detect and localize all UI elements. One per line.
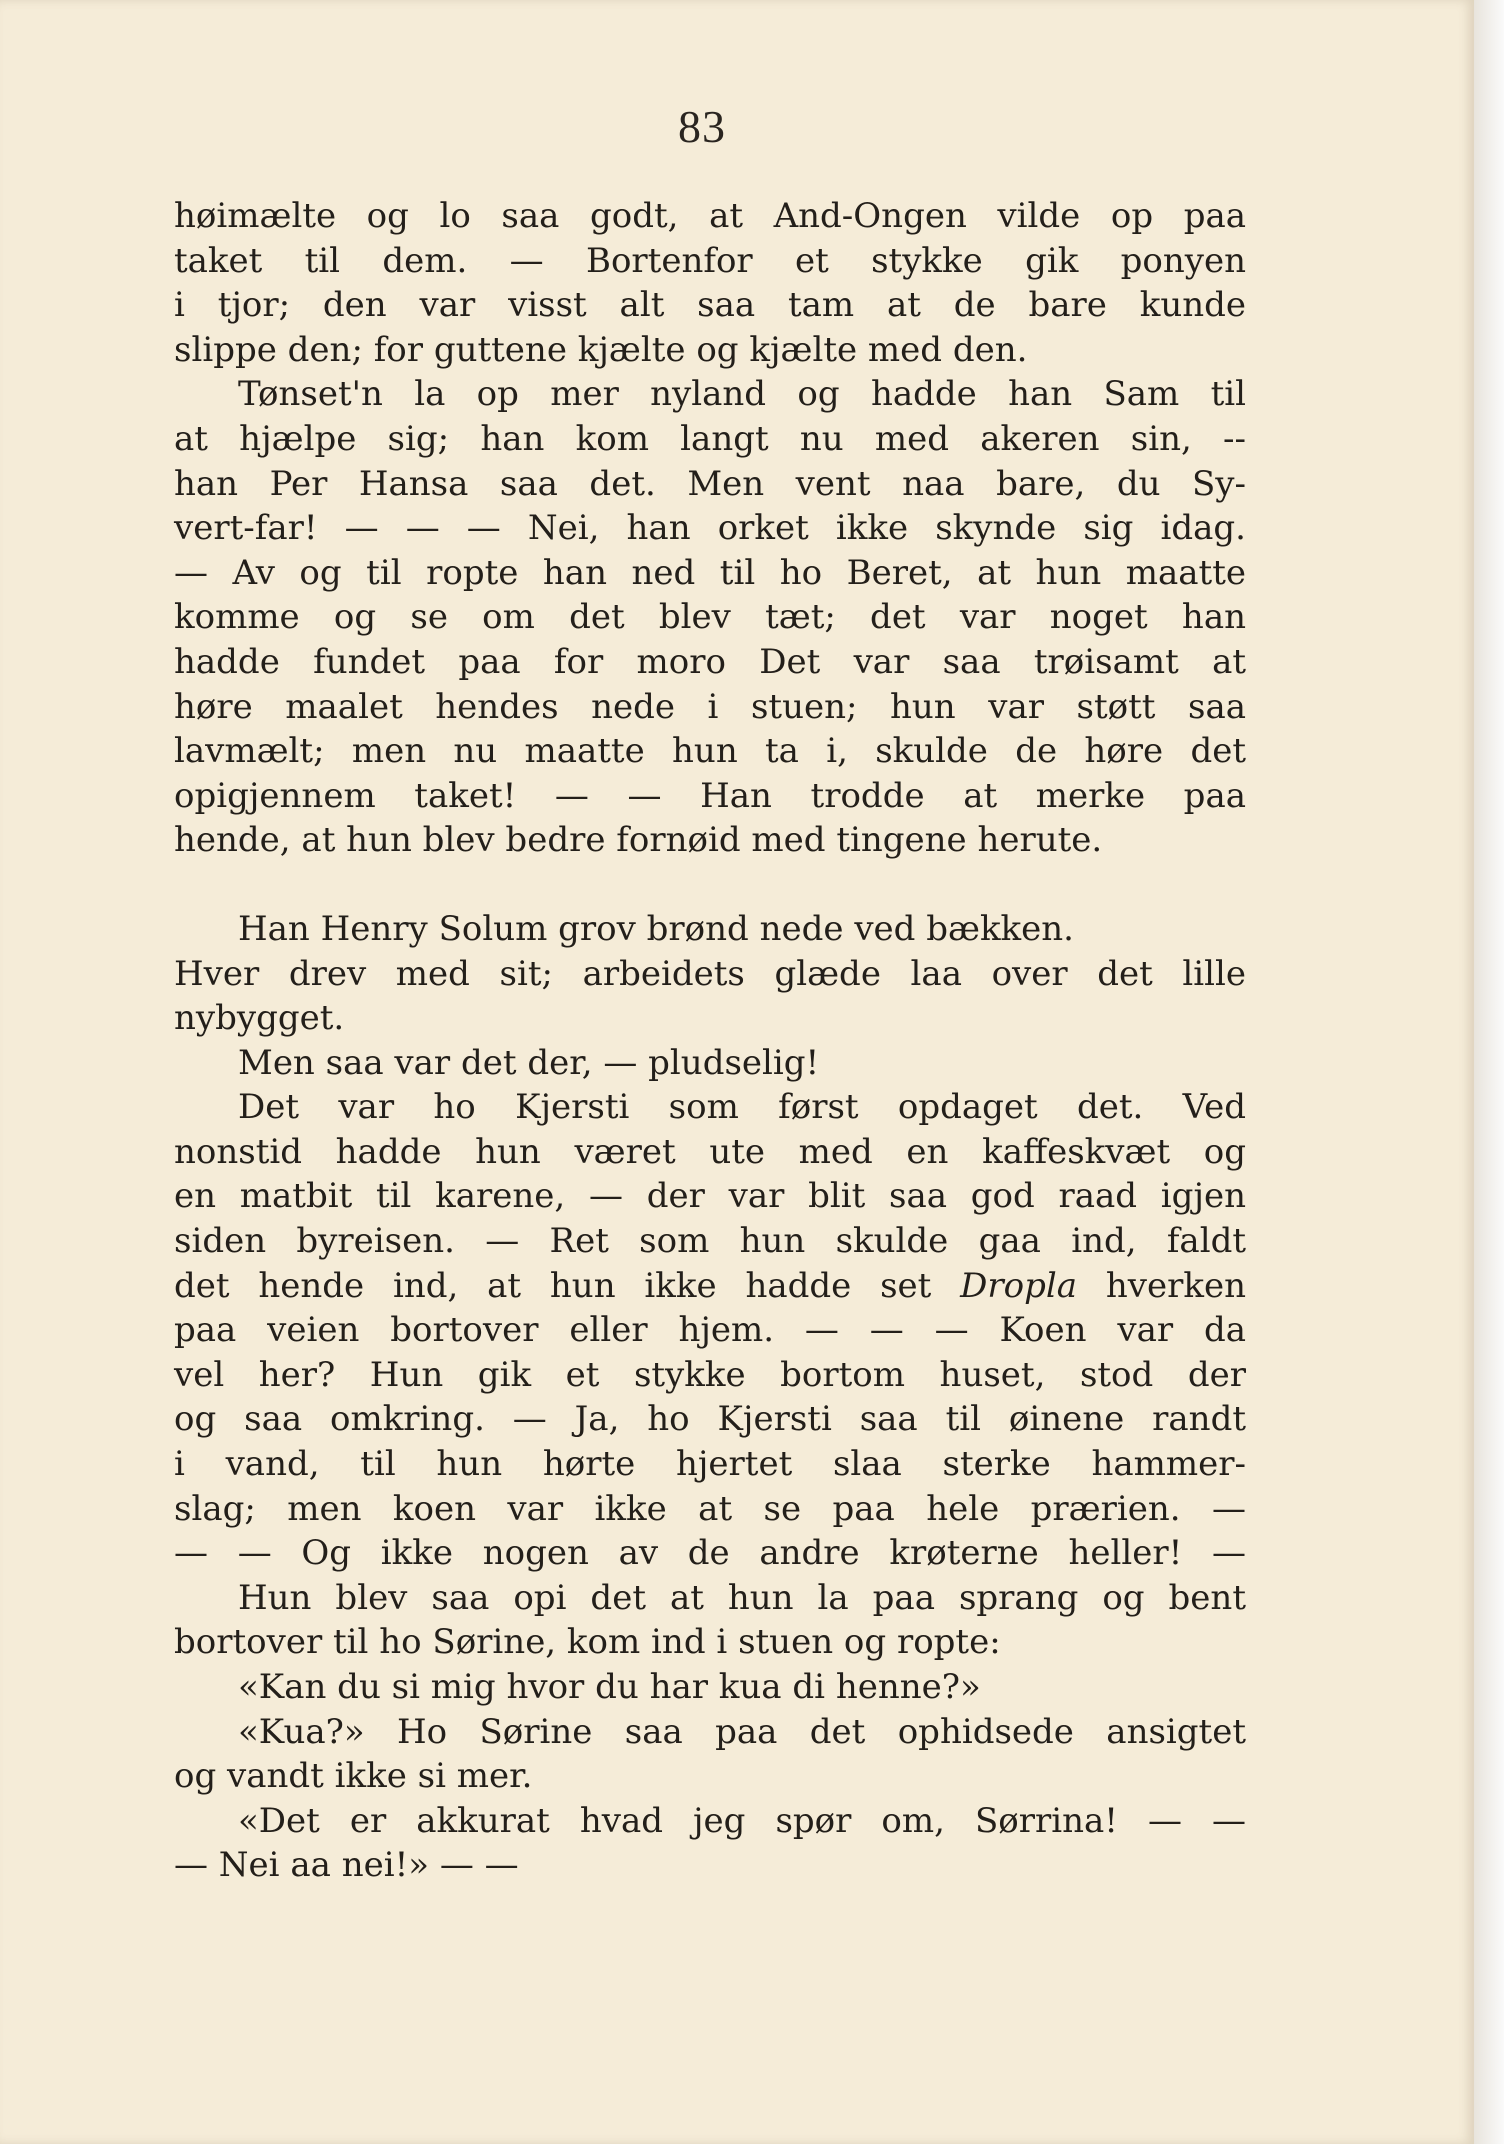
text-line: — — Og ikke nogen av de andre krøterne heller! —	[174, 1533, 1246, 1574]
text-line: lavmælt; men nu maatte hun ta i, skulde de høre det	[174, 731, 1246, 772]
text-line: paa veien bortover eller hjem. — — — Koen var da	[174, 1310, 1246, 1351]
text-line-with-italic	[174, 1264, 1246, 1309]
text-line: taket til dem. — Bortenfor et stykke gik ponyen	[174, 240, 1246, 281]
text-line: Hun blev saa opi det at hun la paa sprang og bent	[238, 1577, 1246, 1618]
text-line: og vandt ikke si mer.	[174, 1756, 533, 1797]
text-line: en matbit til karene, — der var blit saa god raad igjen	[174, 1176, 1246, 1217]
text-line: Tønset'n la op mer nyland og hadde han Sam til	[238, 374, 1246, 415]
paragraph	[174, 1085, 1246, 1576]
text-body	[174, 194, 1246, 1888]
paragraph	[174, 907, 1246, 1041]
text-line: siden byreisen. — Ret som hun skulde gaa ind, faldt	[174, 1221, 1246, 1262]
text-run: det hende ind, at hun ikke hadde set	[174, 1265, 961, 1306]
text-line: høre maalet hendes nede i stuen; hun var støtt saa	[174, 686, 1246, 727]
page-number: 83	[678, 101, 726, 152]
text-line: Men saa var det der, — pludselig!	[238, 1042, 820, 1083]
page-edge	[1474, 0, 1504, 2144]
text-line: «Kan du si mig hvor du har kua di henne?»	[238, 1667, 981, 1707]
text-line: slippe den; for guttene kjælte og kjælte med den.	[174, 329, 1028, 370]
section-break	[174, 863, 1246, 907]
text-line: — Av og til ropte han ned til ho Beret, at hun maatte	[174, 552, 1246, 593]
paragraph	[174, 1710, 1246, 1799]
text-line: vert-far! — — — Nei, han orket ikke skynde sig idag.	[174, 508, 1246, 549]
text-line: Det var ho Kjersti som først opdaget det. Ved	[238, 1087, 1246, 1128]
text-line: «Kua?» Ho Sørine saa paa det ophidsede ansigtet	[238, 1711, 1246, 1752]
paragraph	[174, 1576, 1246, 1665]
text-line: han Per Hansa saa det. Men vent naa bare, du Sy-	[174, 463, 1246, 504]
paragraph	[174, 372, 1246, 863]
text-line: nonstid hadde hun været ute med en kaffeskvæt og	[174, 1131, 1246, 1172]
text-line: vel her? Hun gik et stykke bortom huset, stod der	[174, 1354, 1246, 1395]
text-line: nybygget.	[174, 998, 345, 1039]
text-line: høimælte og lo saa godt, at And-Ongen vilde op paa	[174, 196, 1246, 236]
paragraph	[174, 1799, 1246, 1888]
text-line: hende, at hun blev bedre fornøid med tingene herute.	[174, 820, 1103, 861]
paragraph	[174, 1665, 1246, 1710]
text-line: — Nei aa nei!» — —	[174, 1845, 519, 1886]
text-line: i vand, til hun hørte hjertet slaa sterke hammer-	[174, 1444, 1246, 1485]
text-line: hadde fundet paa for moro Det var saa trøisamt at	[174, 641, 1246, 682]
text-line: og saa omkring. — Ja, ho Kjersti saa til øinene randt	[174, 1399, 1246, 1440]
text-line: i tjor; den var visst alt saa tam at de bare kunde	[174, 285, 1246, 326]
text-line: at hjælpe sig; han kom langt nu med akeren sin, --	[174, 418, 1246, 459]
text-line: «Det er akkurat hvad jeg spør om, Sørrina! — —	[238, 1800, 1246, 1841]
text-line: Han Henry Solum grov brønd nede ved bækken.	[238, 908, 1074, 949]
text-line: komme og se om det blev tæt; det var noget han	[174, 597, 1246, 638]
text-run: hverken	[1077, 1265, 1246, 1306]
text-line: slag; men koen var ikke at se paa hele prærien. —	[174, 1488, 1246, 1529]
italic-word: Dropla	[960, 1265, 1078, 1306]
paragraph	[174, 1041, 1246, 1086]
text-line: opigjennem taket! — — Han trodde at merke paa	[174, 775, 1246, 816]
text-line: Hver drev med sit; arbeidets glæde laa over det lille	[174, 953, 1246, 994]
text-line: bortover til ho Sørine, kom ind i stuen og ropte:	[174, 1622, 1001, 1663]
paragraph	[174, 194, 1246, 372]
